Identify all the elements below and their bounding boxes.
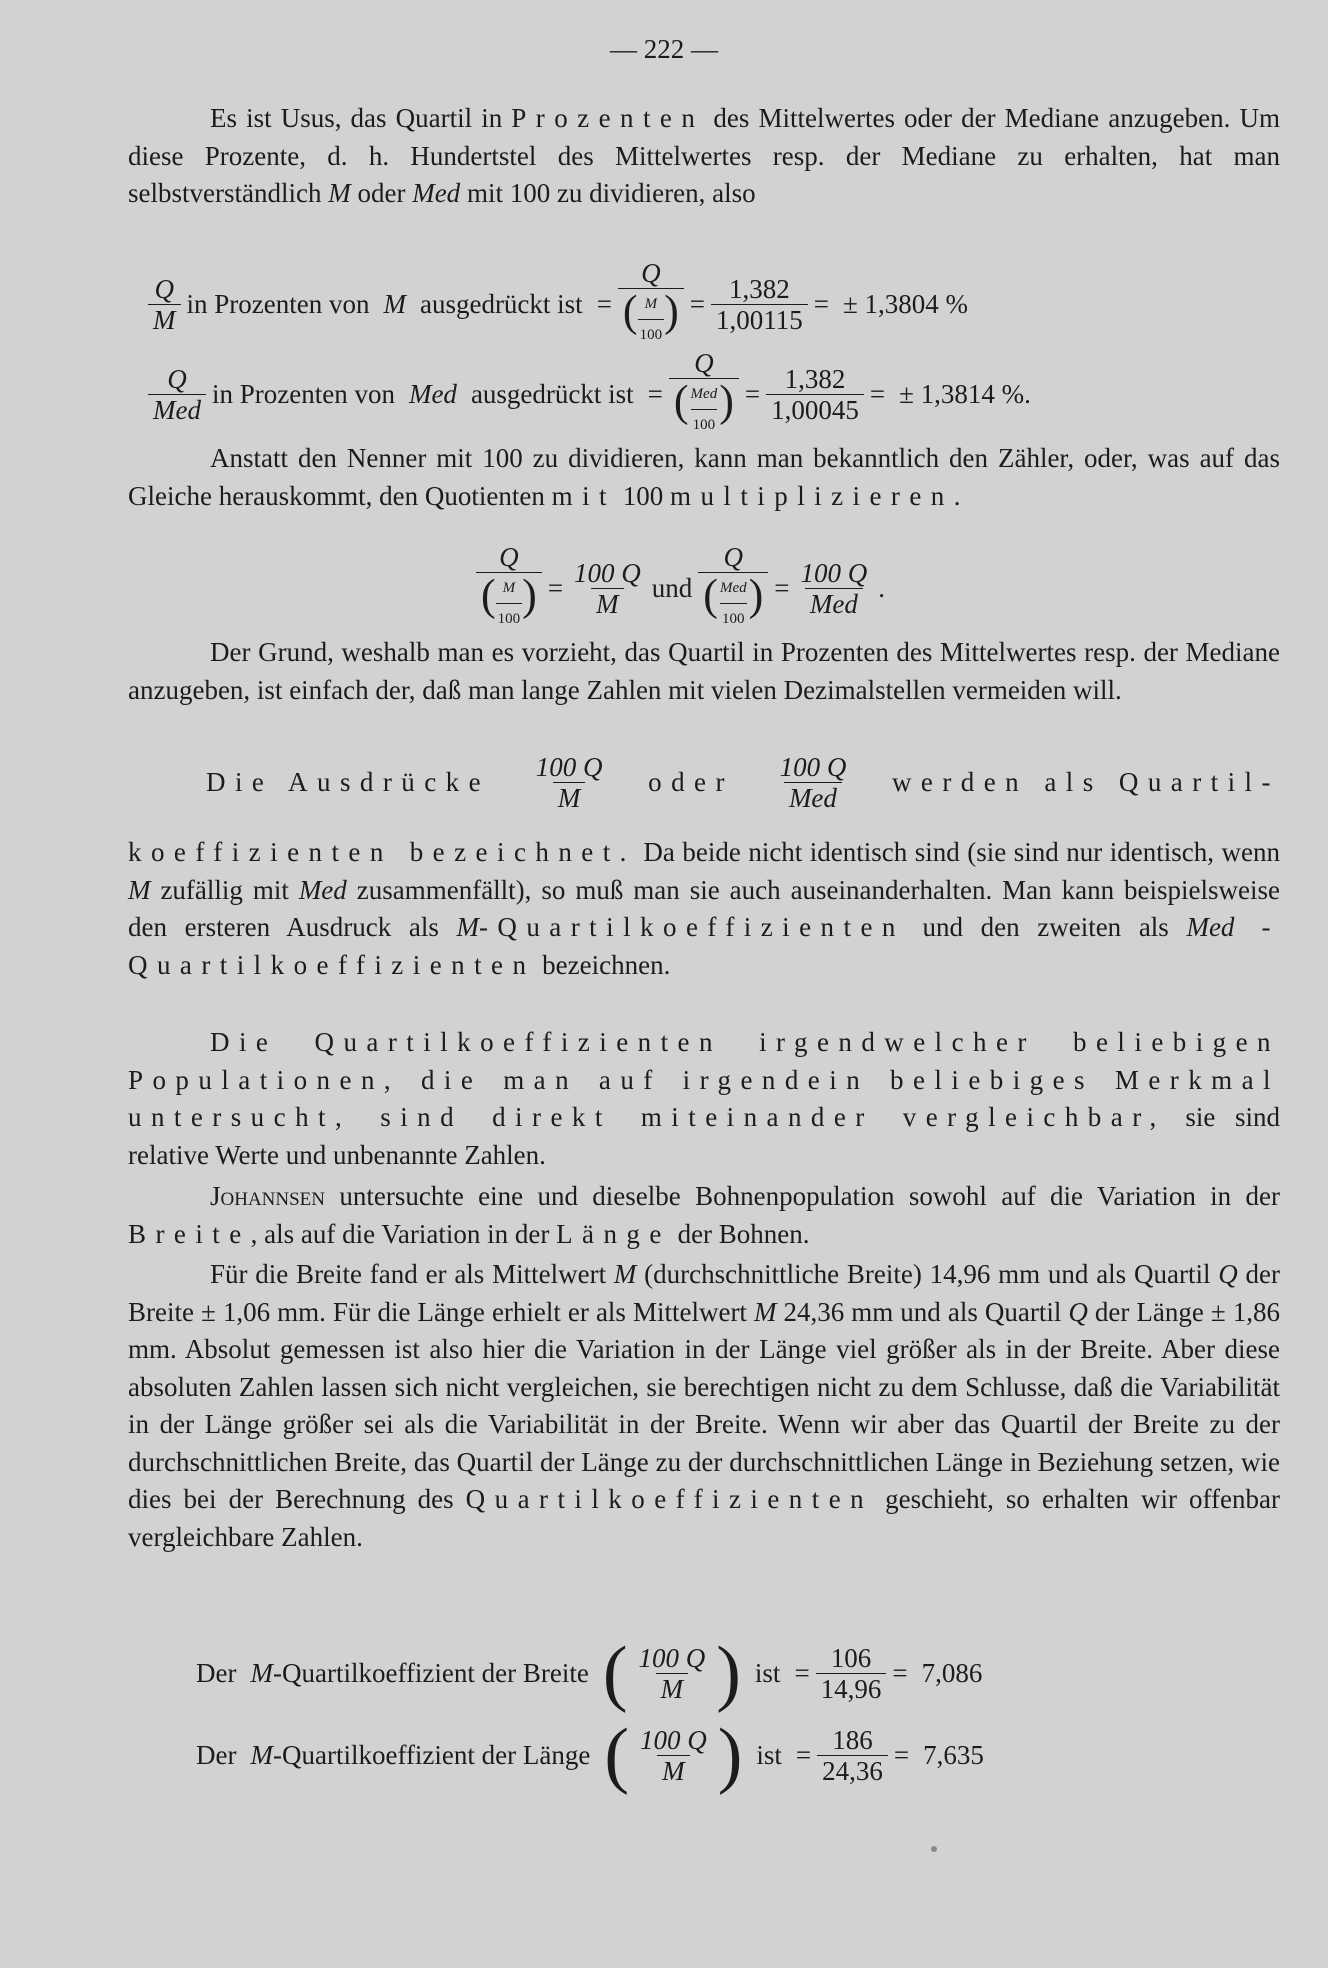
text: -Quartilkoeffizient der Breite — [272, 1657, 589, 1688]
text: . — [878, 572, 885, 603]
text: zufällig mit — [150, 874, 299, 905]
numerator: 186 — [832, 1724, 873, 1755]
numerator: 100 Q — [779, 752, 847, 782]
fraction-q-over-m-100 — [476, 542, 542, 634]
variable-med: Med — [408, 378, 457, 409]
denominator: 100 — [638, 319, 665, 350]
spaced-text: Die Ausdrücke — [206, 767, 491, 797]
numerator: M — [644, 296, 658, 312]
denominator: M — [657, 1755, 690, 1786]
denominator: ( $\frac{M}{100}$ ) — [618, 288, 684, 350]
denominator: ( $\frac{\text{Med}}{100}$ ) — [698, 572, 768, 634]
numerator: 100 Q — [535, 752, 603, 782]
paragraph-7 — [128, 1256, 1280, 1556]
numerator: 100 Q — [640, 1724, 707, 1755]
denominator: 14,96 — [816, 1673, 887, 1704]
spaced-text: koeffizienten bezeichnet. — [128, 837, 636, 867]
text: -Quartilkoeffizient der Länge — [272, 1739, 591, 1770]
equals-sign: = — [689, 288, 705, 319]
equals-sign: = — [869, 378, 886, 409]
text: mit 100 zu dividieren, also — [460, 178, 756, 208]
text: der Länge ± 1,86 mm. Absolut gemessen ist also hier die Variation in der Länge viel größer als in der Breite. Aber diese absoluten Zahlen lassen sich nicht vergleichen, sie berechtigen nicht zu dem Schlusse, daß die Variabilität in der Länge größer sei als die Variabilität in der Breite. Wenn wir aber das Quartil der Breite zu der durchschnittlichen Breite, das Quartil der Länge zu der durchschnittlichen Länge in Beziehung setzen, wie dies bei der Berechnung des — [128, 1296, 1280, 1514]
paragraph-3: Der Grund, weshalb man es vorzieht, das Quartil in Prozenten des Mittelwertes resp. der Mediane anzugeben, ist einfach der, daß man lange Zahlen mit vielen Dezimalstellen vermeiden will. — [128, 637, 1280, 705]
fraction-100q-over-med — [775, 752, 852, 813]
fraction-value — [766, 364, 864, 425]
equals-sign: = — [774, 572, 790, 603]
text: bezeichnen. — [535, 949, 671, 980]
equals-sign: = — [744, 378, 761, 409]
spaced-text: mit — [551, 480, 616, 511]
spaced-text: Die Quartilkoeffizienten irgendwelcher beliebigen Populationen, die man auf irgendein beliebiges Merkmal untersucht, sind direkt miteinander vergleichbar, — [128, 1027, 1280, 1132]
paragraph-4-first-line — [206, 752, 1280, 813]
denominator: Med — [784, 782, 842, 813]
text: ausgedrückt ist — [419, 288, 583, 319]
text: und — [651, 572, 693, 603]
denominator: ( $\frac{M}{100}$ ) — [476, 572, 542, 634]
denominator: Med — [148, 394, 206, 425]
spaced-text: Länge — [556, 1218, 671, 1249]
paragraph-4 — [128, 834, 1280, 984]
spaced-text: multiplizieren. — [670, 480, 970, 511]
fraction-q-over-med — [148, 364, 206, 425]
text: 100 — [616, 480, 670, 511]
equals-sign: = — [813, 288, 829, 319]
fraction-100q-over-m — [531, 752, 608, 813]
variable-m: M — [753, 1296, 777, 1327]
text: Der — [196, 1739, 237, 1770]
author-name: Johannsen — [210, 1181, 326, 1211]
fraction-q-over-med-100 — [669, 348, 739, 440]
denominator: 100 — [720, 603, 747, 634]
text: ausgedrückt ist — [470, 378, 634, 409]
denominator: ( $\frac{\text{Med}}{100}$ ) — [669, 378, 739, 440]
numerator: 1,382 — [784, 363, 846, 394]
paragraph-6 — [128, 1178, 1280, 1253]
variable-med: Med — [298, 874, 347, 905]
variable-med: Med — [412, 178, 461, 208]
numerator: 100 Q — [800, 557, 868, 588]
numerator: Q — [154, 273, 174, 304]
spaced-text: Prozenten — [511, 103, 705, 133]
variable-m: M — [613, 1259, 637, 1289]
equation-laenge: Der M -Quartilkoeffizient der Länge ( $\frac{100 Q}{M}$ ) ist = $\frac{186}{24,36}$ = 7,635 — [196, 1714, 984, 1796]
paragraph-1 — [128, 100, 1280, 213]
text: Anstatt den Nenner mit 100 zu dividieren, kann man bekanntlich den Zähler, oder, was auf das Gleiche herauskommt, den Quotienten — [128, 443, 1280, 511]
fraction-100q-over-m — [634, 1643, 711, 1704]
text: Da beide nicht identisch sind (sie sind nur identisch, wenn — [635, 837, 1280, 867]
result: ± 1,3804 % — [842, 288, 969, 319]
denominator: M — [148, 304, 181, 335]
spaced-text: Quartilkoeffizienten — [465, 1484, 874, 1514]
text: zusammenfällt), so muß man sie auch auseinanderhalten. Man kann beispielsweise den ersteren Ausdruck als — [128, 874, 1280, 942]
equals-sign: = — [596, 288, 612, 319]
text: Es ist Usus, das Quartil in — [210, 103, 512, 133]
page-number: — 222 — — [610, 34, 718, 64]
equals-sign: = — [547, 572, 564, 603]
fraction-100q-over-m — [569, 558, 646, 619]
result: 7,086 — [921, 1657, 983, 1688]
small-fraction — [689, 379, 720, 440]
variable-q: Q — [1068, 1296, 1088, 1327]
spaced-text: Breite — [128, 1218, 251, 1249]
text: und den zweiten als — [904, 912, 1187, 942]
equation-breite: Der M -Quartilkoeffizient der Breite ( $\frac{100 Q}{M}$ ) ist = $\frac{106}{14,96}$ = 7,086 — [196, 1632, 983, 1714]
fraction-value — [711, 274, 808, 335]
text: ist — [756, 1739, 782, 1770]
small-fraction — [718, 573, 749, 634]
denominator: 24,36 — [817, 1755, 888, 1786]
numerator: Q — [723, 542, 744, 572]
spaced-text: -Quartilkoeffizienten — [478, 912, 905, 942]
fraction-q-over-med-100 — [698, 542, 768, 634]
fraction-value — [817, 1725, 888, 1786]
fraction-q-over-m-100 — [618, 258, 684, 350]
text: ist — [754, 1657, 781, 1688]
equals-sign: = — [795, 1739, 812, 1770]
result: ± 1,3814 %. — [899, 378, 1031, 409]
variable-m: M — [328, 178, 351, 208]
denominator: Med — [805, 588, 863, 619]
equation-percent-of-m — [142, 258, 968, 350]
denominator: 100 — [691, 409, 718, 440]
text: Der — [196, 1657, 237, 1688]
variable-m: M — [250, 1739, 273, 1770]
paragraph-2 — [128, 440, 1280, 515]
text: , als auf die Variation in der — [250, 1218, 557, 1249]
numerator: 100 Q — [574, 557, 641, 588]
fraction-100q-over-m — [635, 1725, 712, 1786]
denominator: M — [591, 588, 624, 619]
text: 24,36 mm und als Quartil — [776, 1296, 1069, 1327]
variable-m: M — [250, 1657, 273, 1688]
equation-percent-of-med — [142, 348, 1031, 440]
equals-sign: = — [893, 1739, 910, 1770]
small-fraction — [638, 289, 665, 350]
denominator: 1,00115 — [711, 304, 808, 335]
text: in Prozenten von — [186, 288, 370, 319]
text: untersuchte eine und dieselbe Bohnenpopulation sowohl auf die Variation in der — [325, 1181, 1280, 1211]
variable-m: M — [128, 874, 151, 905]
result: 7,635 — [923, 1739, 984, 1770]
text: Für die Breite fand er als Mittelwert — [210, 1259, 614, 1289]
fraction-100q-over-med — [796, 558, 873, 619]
spaced-text: oder — [648, 767, 734, 797]
text: oder — [350, 178, 413, 208]
numerator: Med — [719, 580, 747, 596]
variable-med: Med — [1186, 912, 1235, 942]
equation-multiply — [470, 542, 885, 634]
numerator: Med — [690, 386, 718, 402]
denominator: M — [656, 1673, 689, 1704]
text: geschieht, so erhalten wir offenbar vergleichbare Zahlen. — [128, 1484, 1280, 1552]
fraction-value — [816, 1643, 887, 1704]
text: der Bohnen. — [670, 1218, 810, 1249]
text: der Breite ± 1,06 mm. Für die Länge erhielt er als Mittelwert — [128, 1259, 1280, 1327]
denominator: 1,00045 — [766, 394, 864, 425]
text: des Mittelwertes oder der Mediane anzugeben. Um diese Prozente, d. h. Hundertstel des Mittelwertes resp. der Mediane zu erhalten, hat man selbstverständlich — [128, 103, 1280, 208]
equals-sign: = — [794, 1657, 810, 1688]
fraction-q-over-m — [148, 274, 181, 335]
speck — [931, 1846, 937, 1852]
numerator: 100 Q — [638, 1642, 706, 1673]
variable-m: M — [456, 912, 479, 942]
denominator: 100 — [496, 603, 523, 634]
variable-m: M — [383, 288, 406, 319]
numerator: Q — [641, 258, 661, 288]
denominator: M — [553, 782, 586, 813]
equals-sign: = — [892, 1657, 908, 1688]
variable-q: Q — [1218, 1259, 1238, 1289]
text: sie sind relative Werte und unbenannte Zahlen. — [128, 1102, 1280, 1170]
numerator: Q — [167, 363, 187, 394]
numerator: Q — [499, 542, 519, 572]
text: (durchschnittliche Breite) 14,96 mm und als Quartil — [636, 1259, 1219, 1289]
equals-sign: = — [647, 378, 663, 409]
numerator: 1,382 — [728, 273, 790, 304]
numerator: M — [502, 580, 516, 596]
numerator: 106 — [830, 1642, 872, 1673]
spaced-text: - Quartilkoeffizienten — [128, 912, 1280, 980]
small-fraction — [496, 573, 523, 634]
paragraph-5 — [128, 1024, 1280, 1174]
text: in Prozenten von — [211, 378, 395, 409]
spaced-text: werden als Quartil- — [891, 767, 1280, 797]
numerator: Q — [694, 348, 714, 378]
